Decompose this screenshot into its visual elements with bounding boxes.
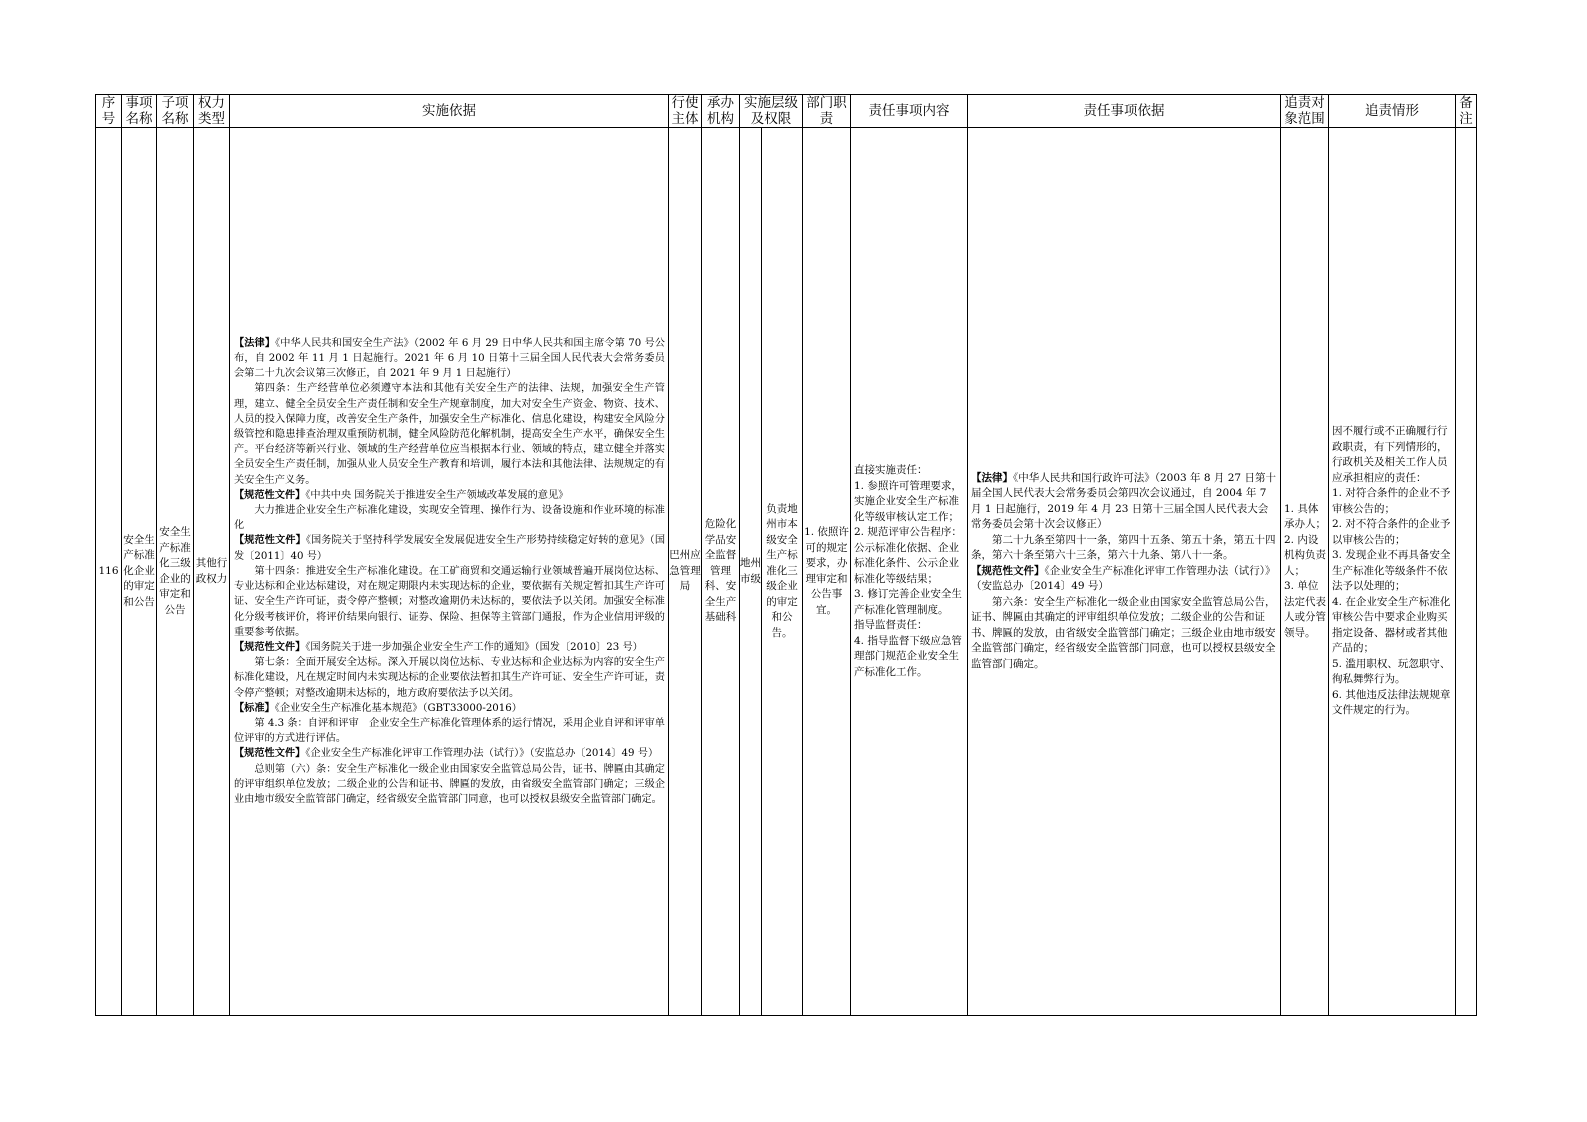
basis-paragraph-text: 总则第（六）条：安全生产标准化一级企业由国家安全监管总局公告，证书、牌匾由其确定的评审组织单位发放；二级企业的公告和证书、牌匾的发放，由省级安全监管部门确定；三级企业由地市级安全监管部门确定，经省级安全监管部门同意，也可以授权县级安全监管部门确定。 (234, 763, 665, 805)
header-basis: 实施依据 (230, 95, 669, 128)
cell-agency (702, 128, 740, 1016)
basis-paragraph-text: 第七条：全面开展安全达标。深入开展以岗位达标、专业达标和企业达标为内容的安全生产标准化建设，凡在规定时间内未实现达标的企业要依法暂扣其生产许可证、安全生产许可证，责令停产整顿；对整改逾期未达标的，地方政府要依法予以关闭。 (234, 657, 665, 699)
basis-paragraph (234, 701, 665, 716)
cell-sub-item-name (157, 128, 194, 1016)
basis-paragraph-tag: 【规范性文件】 (234, 488, 306, 501)
cell-power-type (194, 128, 230, 1016)
resp-content-line: 直接实施责任： (854, 464, 928, 476)
basis-paragraph (234, 564, 665, 640)
power-type-value: 其他行政权力 (195, 557, 228, 585)
header-level: 实施层级及权限 (740, 95, 803, 128)
cell-subject (669, 128, 702, 1016)
basis-paragraph (234, 381, 665, 487)
basis-paragraph-text: 《中华人民共和国安全生产法》（2002 年 6 月 29 日中华人民共和国主席令第 70 号公布，自 2002 年 11 月 1 日起施行。2021 年 6 月 10 日第十三届全国人民代表大会常务委员会第二十九次会议第三次修正，自 2021 年 9 月 1 日起施行） (234, 337, 665, 380)
resp-basis-paragraph (971, 471, 1278, 533)
cell-level-a (740, 128, 762, 1016)
agency-value: 危险化学品安全监督管理科、安全生产基础科 (704, 518, 737, 624)
resp-basis-paragraph (971, 533, 1278, 564)
resp-content-list (854, 463, 965, 680)
basis-paragraph-tag: 【法律】 (234, 336, 276, 349)
resp-basis-list (971, 471, 1278, 673)
accountable-line: 1. 具体承办人； (1284, 502, 1326, 531)
seq-value: 116 (98, 564, 119, 577)
cell-item-name (122, 128, 157, 1016)
situations-list (1332, 424, 1453, 719)
basis-paragraph (234, 503, 665, 533)
level-b-value: 负责地州市本级安全生产标准化三级企业的审定和公告。 (766, 502, 798, 639)
basis-paragraph (234, 716, 665, 746)
cell-situations (1329, 128, 1456, 1016)
authority-table (95, 94, 1477, 1016)
basis-paragraph-text: 大力推进企业安全生产标准化建设，实现安全管理、操作行为、设备设施和作业环境的标准化 (234, 505, 665, 532)
header-resp-content: 责任事项内容 (851, 95, 968, 128)
resp-content-line: 2. 规范评审公告程序：公示标准化依据、企业标准化条件、公示企业标准化等级结果； (854, 526, 962, 585)
basis-paragraph (234, 640, 665, 655)
basis-paragraph-text: 第四条：生产经营单位必须遵守本法和其他有关安全生产的法律、法规，加强安全生产管理，建立、健全全员安全生产责任制和安全生产规章制度，加大对安全生产资金、物资、技术、人员的投入保障力度，改善安全生产条件，加强安全生产标准化、信息化建设，构建安全风险分级管控和隐患排查治理双重预防机制，健全风险防范化解机制，提高安全生产水平，确保安全生产。平台经济等新兴行业、领域的生产经营单位应当根据本行业、领域的特点，建立健全并落实全员安全生产责任制，加强从业人员安全生产教育和培训，履行本法和其他法律、法规规定的有关安全生产义务。 (234, 383, 665, 486)
basis-paragraph-text: 《国务院关于进一步加强企业安全生产工作的通知》（国发〔2010〕23 号） (305, 641, 643, 653)
header-sub-item-name: 子项名称 (157, 95, 194, 128)
cell-accountable (1281, 128, 1329, 1016)
resp-content-line: 1. 参照许可管理要求，实施企业安全生产标准化等级审核认定工作； (854, 479, 962, 523)
header-situations: 追责情形 (1329, 95, 1456, 128)
resp-content-line: 指导监督责任： (854, 619, 928, 631)
resp-basis-paragraph (971, 595, 1278, 673)
basis-paragraph-tag: 【标准】 (234, 701, 275, 714)
cell-resp-basis (968, 128, 1281, 1016)
header-item-name: 事项名称 (122, 95, 157, 128)
sub-item-name-value: 安全生产标准化三级企业的审定和公告 (159, 526, 191, 616)
accountable-line: 3. 单位法定代表人或分管领导。 (1284, 580, 1326, 639)
basis-paragraph (234, 746, 665, 761)
accountable-list (1284, 502, 1326, 642)
header-row (96, 95, 1477, 128)
basis-paragraph (234, 762, 665, 808)
situation-line: 因不履行或不正确履行行政职责，有下列情形的，行政机关及相关工作人员应承担相应的责任： (1332, 425, 1448, 484)
cell-basis (230, 128, 669, 1016)
level-a-value: 地州市级 (740, 557, 761, 585)
resp-basis-paragraph-text: 第二十九条至第四十一条，第四十五条、第五十条，第五十四条，第六十条至第六十三条，第六十九条、第八十一条。 (971, 533, 1276, 562)
basis-paragraph (234, 533, 665, 563)
table-row (96, 128, 1477, 1016)
situation-line: 1. 对符合条件的企业不予审核公告的； (1332, 487, 1451, 515)
header-subject: 行使主体 (669, 95, 702, 128)
cell-level-b (762, 128, 803, 1016)
basis-paragraph-tag: 【规范性文件】 (234, 640, 306, 653)
basis-paragraph-text: 《国务院关于坚持科学发展安全发展促进安全生产形势持续稳定好转的意见》（国发〔2011〕40 号） (234, 535, 666, 562)
cell-resp-content (851, 128, 968, 1016)
situation-line: 6. 其他违反法律法规规章文件规定的行为。 (1332, 688, 1451, 717)
basis-paragraph (234, 655, 665, 701)
resp-basis-paragraph-text: 《中华人民共和国行政许可法》（2003 年 8 月 27 日第十届全国人民代表大会常务委员会第四次会议通过，自 2004 年 7 月 1 日起施行，2019 年 4 月 23 日第十三届全国人民代表大会常务委员会第十次会议修正） (971, 471, 1276, 531)
resp-basis-paragraph (971, 564, 1278, 595)
situation-line: 5. 滥用职权、玩忽职守、徇私舞弊行为。 (1332, 657, 1451, 686)
basis-paragraph-tag: 【规范性文件】 (234, 534, 306, 547)
header-resp-basis: 责任事项依据 (968, 95, 1281, 128)
resp-basis-paragraph-tag: 【规范性文件】 (971, 564, 1045, 577)
basis-paragraph (234, 336, 665, 382)
basis-paragraph-text: 第 4.3 条：自评和评审 企业安全生产标准化管理体系的运行情况，采用企业自评和评审单位评审的方式进行评估。 (234, 717, 665, 745)
basis-paragraph (234, 488, 665, 503)
basis-paragraph-tag: 【规范性文件】 (234, 747, 306, 760)
resp-basis-paragraph-text: 《企业安全生产标准化评审工作管理办法（试行）》（安监总办〔2014〕49 号） (971, 564, 1276, 593)
accountable-line: 2. 内设机构负责人； (1284, 533, 1326, 577)
resp-basis-paragraph-text: 第六条：安全生产标准化一级企业由国家安全监管总局公告，证书、牌匾由其确定的评审组织单位发放；二级企业的公告和证书、牌匾的发放，由省级安全监管部门确定；三级企业由地市级安全监管部门确定，经省级安全监管部门同意，也可以授权县级安全监管部门确定。 (971, 595, 1276, 670)
resp-basis-paragraph-tag: 【法律】 (971, 471, 1013, 484)
resp-content-line: 3. 修订完善企业安全生产标准化管理制度。 (854, 588, 962, 616)
situation-line: 3. 发现企业不再具备安全生产标准化等级条件不依法予以处理的； (1332, 549, 1451, 593)
duty-value: 1. 依照许可的规定要求，办理审定和公告事宜。 (804, 526, 849, 616)
header-power-type: 权力类型 (194, 95, 230, 128)
basis-paragraph-text: 第十四条：推进安全生产标准化建设。在工矿商贸和交通运输行业领域普遍开展岗位达标、专业达标和企业达标建设，对在规定期限内未实现达标的企业，要依据有关规定暂扣其生产许可证、安全生产许可证，责令停产整顿；对整改逾期仍未达标的，要依法予以关闭。加强安全标准化分级考核评价，将评价结果向银行、证券、保险、担保等主管部门通报，作为企业信用评级的重要参考依据。 (234, 565, 665, 638)
basis-list (234, 336, 665, 807)
cell-duty (803, 128, 851, 1016)
header-duty: 部门职责 (803, 95, 851, 128)
basis-paragraph-text: 《中共中央 国务院关于推进安全生产领域改革发展的意见》 (305, 489, 569, 501)
situation-line: 4. 在企业安全生产标准化审核公告中要求企业购买指定设备、器材或者其他产品的； (1332, 595, 1451, 655)
cell-remark (1456, 128, 1477, 1016)
header-remark: 备注 (1456, 95, 1477, 128)
cell-seq (96, 128, 122, 1016)
header-accountable: 追责对象范围 (1281, 95, 1329, 128)
header-agency: 承办机构 (702, 95, 740, 128)
item-name-value: 安全生产标准化企业的审定和公告 (123, 533, 155, 608)
basis-paragraph-text: 《企业安全生产标准化评审工作管理办法（试行）》（安监总办〔2014〕49 号） (305, 748, 659, 760)
subject-value: 巴州应急管理局 (669, 549, 701, 593)
resp-content-line: 4. 指导监督下级应急管理部门规范企业安全生产标准化工作。 (854, 634, 962, 678)
header-seq: 序号 (96, 95, 122, 128)
basis-paragraph-text: 《企业安全生产标准化基本规范》（GBT33000-2016） (274, 702, 522, 714)
situation-line: 2. 对不符合条件的企业予以审核公告的； (1332, 518, 1451, 546)
